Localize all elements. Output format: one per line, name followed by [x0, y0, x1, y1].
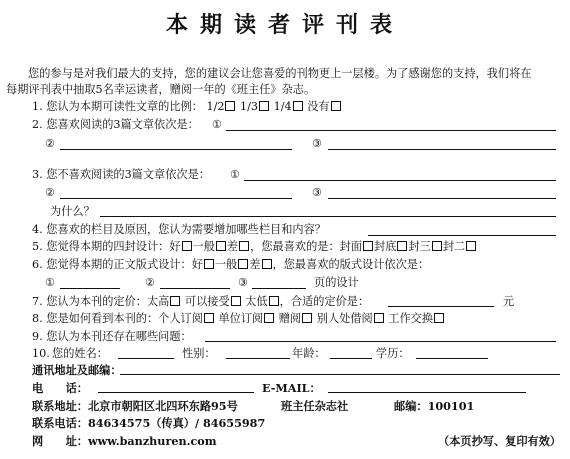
q2-marker-1: ①	[212, 118, 223, 131]
copy-note: （本页抄写、复印有效）	[438, 434, 562, 448]
q8-number: 8.	[32, 312, 43, 325]
question-5	[32, 240, 477, 254]
q8-checkbox-personal[interactable]	[204, 313, 214, 323]
q2-answer-3[interactable]	[328, 149, 556, 150]
q3-why-answer[interactable]	[100, 216, 556, 217]
q5-fav-text: ，您最喜欢的是：	[250, 240, 340, 253]
q1-option-third: 1/3	[240, 100, 259, 113]
mail-address-label: 联系地址：	[32, 399, 88, 413]
web-url[interactable]: www.banzhuren.com	[87, 434, 217, 448]
q5-checkbox-third[interactable]	[432, 241, 442, 251]
q10-gender-label: 性别：	[182, 347, 216, 360]
tel-numbers: 84634575（传真）/ 84655987	[87, 416, 266, 430]
zip-code: 100101	[427, 399, 475, 413]
q10-name-label: 您的姓名：	[52, 347, 108, 360]
email-label: E-MAIL：	[262, 381, 321, 395]
q10-age-field[interactable]	[330, 358, 372, 359]
q6-option-average: 一般	[214, 258, 238, 271]
q5-option-average: 一般	[192, 240, 215, 253]
q2-number: 2.	[32, 118, 43, 131]
question-7	[32, 295, 369, 309]
question-4	[32, 223, 326, 237]
web-row	[32, 434, 217, 448]
q5-cover-second: 封二	[442, 240, 466, 253]
q6-number: 6.	[32, 258, 43, 271]
q8-checkbox-gift[interactable]	[302, 313, 312, 323]
office-name: 班主任杂志社	[281, 399, 349, 413]
q6-answer-3[interactable]	[252, 288, 306, 289]
intro-line-2: 每期评刊表中抽取5名幸运读者，赠阅一年的《班主任》杂志。	[6, 83, 316, 96]
q7-checkbox-ok[interactable]	[231, 296, 241, 306]
q9-number: 9.	[32, 330, 43, 343]
q7-option-ok: 可以接受	[184, 295, 230, 308]
intro-line-1: 您的参与是对我们最大的支持，您的建议会让您喜爱的刊物更上一层楼。为了感谢您的支持，我们将在	[28, 67, 532, 80]
question-8	[32, 312, 445, 326]
q2-marker-3: ③	[312, 137, 323, 150]
q2-text: 您喜欢阅读的3篇文章依次是：	[46, 118, 199, 131]
q3-answer-1[interactable]	[244, 180, 556, 181]
q6-marker-2: ②	[145, 276, 156, 289]
zip-row	[394, 399, 474, 413]
q5-checkbox-back[interactable]	[397, 241, 407, 251]
q5-cover-front: 封面	[339, 240, 363, 253]
q6-checkbox-average[interactable]	[238, 259, 248, 269]
q4-number: 4.	[32, 223, 43, 236]
q1-number: 1.	[32, 100, 43, 113]
q1-option-quarter: 1/4	[273, 100, 292, 113]
q5-cover-back: 封底	[374, 240, 397, 253]
q6-checkbox-poor[interactable]	[262, 259, 272, 269]
question-3	[32, 168, 210, 182]
q3-marker-1: ①	[230, 168, 241, 181]
q5-checkbox-second[interactable]	[466, 241, 476, 251]
q7-number: 7.	[32, 295, 43, 308]
address-field[interactable]	[120, 374, 560, 375]
q1-option-half: 1/2	[206, 100, 225, 113]
email-field[interactable]	[328, 392, 526, 393]
q8-option-borrow: 别人处借阅	[316, 312, 373, 325]
q9-text: 您认为本刊还存在哪些问题：	[46, 330, 192, 343]
q10-name-field[interactable]	[118, 358, 174, 359]
q4-answer[interactable]	[368, 235, 556, 236]
q6-option-good: 好	[191, 258, 203, 271]
q10-age-label: 年龄：	[292, 347, 326, 360]
q4-text: 您喜欢的栏目及原因，您认为需要增加哪些栏目和内容？	[46, 223, 326, 236]
q5-checkbox-good[interactable]	[182, 241, 192, 251]
q3-answer-3[interactable]	[328, 198, 556, 199]
q6-suffix: 页的设计	[314, 276, 359, 289]
q7-option-low: 太低	[245, 295, 268, 308]
q10-gender-field[interactable]	[226, 358, 290, 359]
q8-option-unit: 单位订阅	[218, 312, 264, 325]
q7-price-answer[interactable]	[388, 306, 494, 307]
question-1	[32, 100, 342, 114]
q6-fav-text: ，您最喜欢的版式设计依次是：	[272, 258, 430, 271]
question-6	[32, 258, 429, 272]
phone-field[interactable]	[98, 392, 254, 393]
question-10-number: 10.	[32, 347, 50, 360]
q7-checkbox-high[interactable]	[170, 296, 180, 306]
q10-edu-field[interactable]	[416, 358, 488, 359]
q1-checkbox-quarter[interactable]	[293, 101, 303, 111]
q6-answer-1[interactable]	[60, 288, 120, 289]
q8-checkbox-borrow[interactable]	[374, 313, 384, 323]
q6-checkbox-good[interactable]	[204, 259, 214, 269]
q8-checkbox-unit[interactable]	[264, 313, 274, 323]
q1-checkbox-half[interactable]	[225, 101, 235, 111]
q1-checkbox-third[interactable]	[259, 101, 269, 111]
question-2	[32, 118, 199, 132]
q6-option-poor: 差	[249, 258, 261, 271]
q2-marker-2: ②	[45, 137, 56, 150]
q7-fit-text: ，合适的定价是：	[279, 295, 370, 308]
q6-answer-2[interactable]	[160, 288, 230, 289]
phone-label: 电 话：	[32, 381, 88, 395]
q7-unit: 元	[503, 295, 515, 308]
zip-label: 邮编：	[394, 399, 428, 413]
q8-checkbox-exchange[interactable]	[434, 313, 444, 323]
q9-answer[interactable]	[205, 341, 556, 342]
q5-checkbox-average[interactable]	[216, 241, 226, 251]
q8-option-exchange: 工作交换	[388, 312, 434, 325]
q6-text: 您觉得本期的正文版式设计：	[46, 258, 192, 271]
q6-marker-3: ③	[238, 276, 249, 289]
q3-answer-2[interactable]	[60, 198, 292, 199]
q3-marker-3: ③	[312, 186, 323, 199]
q10-edu-label: 学历：	[376, 347, 410, 360]
q1-option-none: 没有	[307, 100, 330, 113]
q3-marker-2: ②	[45, 186, 56, 199]
mail-address-row	[32, 399, 238, 413]
q7-checkbox-low[interactable]	[269, 296, 279, 306]
q3-why-label: 为什么？	[50, 205, 95, 218]
q5-checkbox-front[interactable]	[363, 241, 373, 251]
mail-address: 北京市朝阳区北四环东路95号	[87, 399, 238, 413]
form-title: 本期读者评刊表	[165, 12, 404, 38]
q8-text: 您是如何看到本刊的：	[46, 312, 159, 325]
q3-number: 3.	[32, 168, 43, 181]
tel-row	[32, 416, 265, 430]
q7-text: 您认为本刊的定价：	[46, 295, 147, 308]
q2-answer-2[interactable]	[60, 149, 292, 150]
q5-cover-third: 封三	[408, 240, 431, 253]
q1-text: 您认为本期可读性文章的比例：	[46, 100, 203, 113]
q8-option-gift: 赠阅	[278, 312, 302, 325]
q5-number: 5.	[32, 240, 43, 253]
web-label: 网 址：	[32, 434, 88, 448]
q1-checkbox-none[interactable]	[331, 101, 341, 111]
question-9	[32, 330, 192, 344]
tel-label: 联系电话：	[32, 416, 88, 430]
q5-option-good: 好	[169, 240, 181, 253]
q5-option-poor: 差	[226, 240, 239, 253]
q2-answer-1[interactable]	[226, 130, 556, 131]
q5-checkbox-poor[interactable]	[239, 241, 249, 251]
q7-option-high: 太高	[146, 295, 170, 308]
q8-option-personal: 个人订阅	[158, 312, 203, 325]
address-label: 通讯地址及邮编：	[32, 363, 122, 377]
q3-text: 您不喜欢阅读的3篇文章依次是：	[46, 168, 210, 181]
q5-text: 您觉得本期的四封设计：	[46, 240, 170, 253]
q6-marker-1: ①	[45, 276, 56, 289]
